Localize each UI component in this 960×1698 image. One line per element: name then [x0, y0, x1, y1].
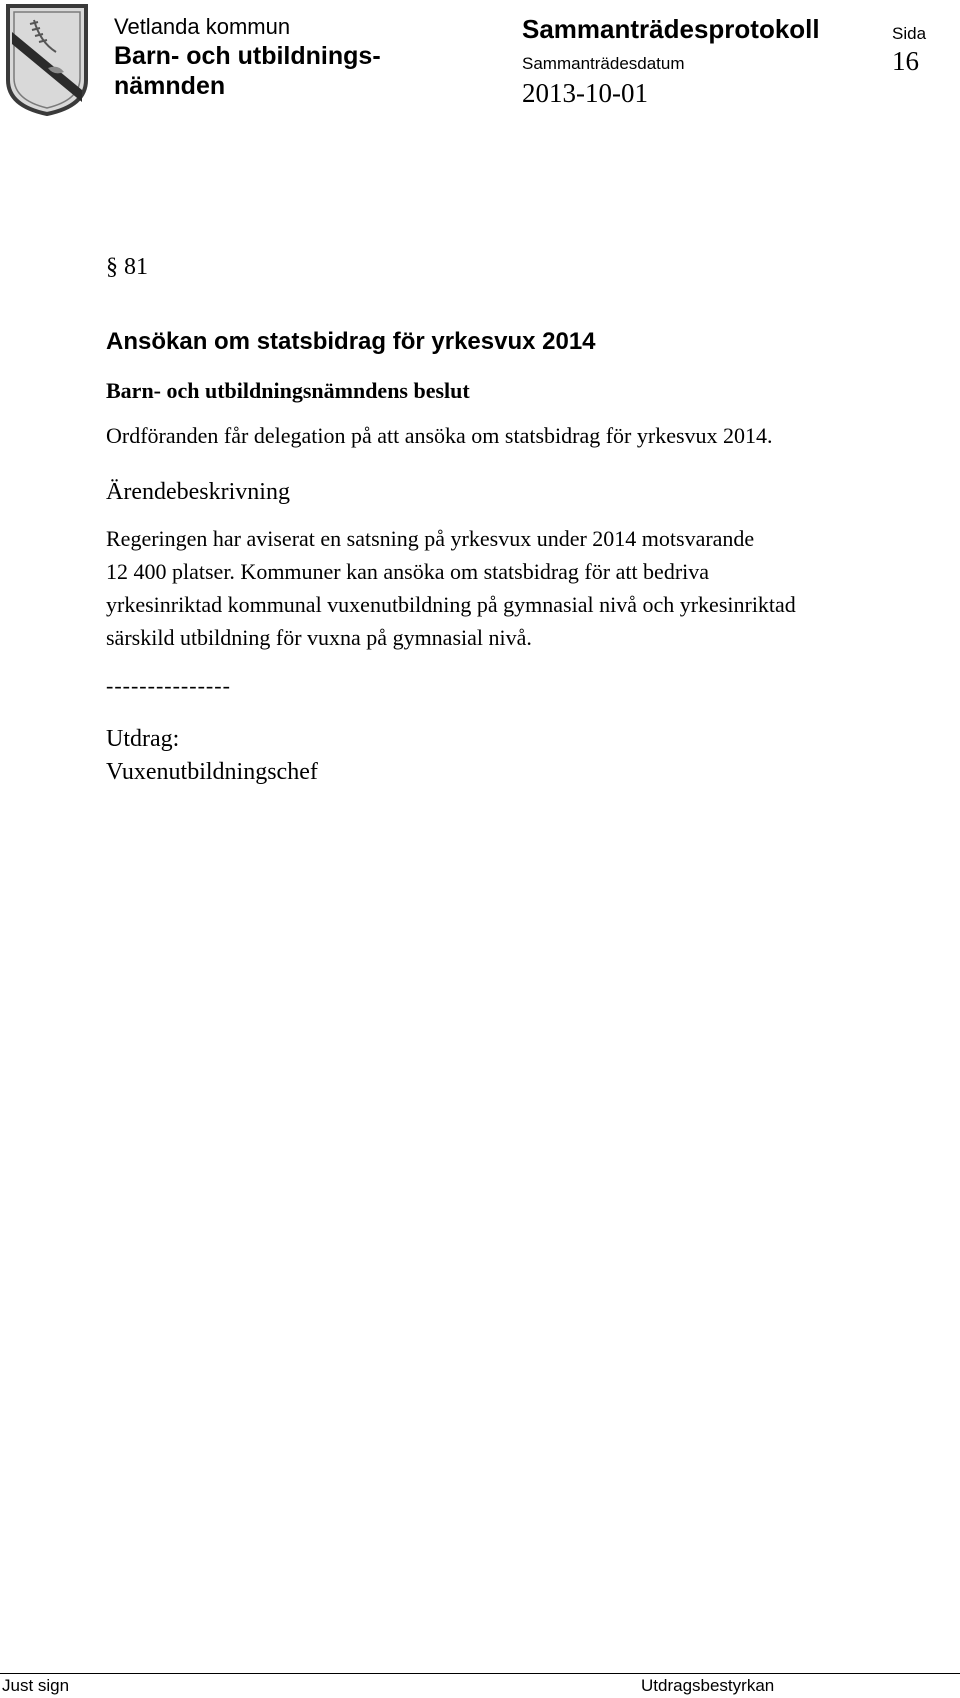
document-type: Sammanträdesprotokoll [522, 14, 820, 44]
decision-heading: Barn- och utbildningsnämndens beslut [106, 378, 470, 403]
description-line: 12 400 platser. Kommuner kan ansöka om statsbidrag för att bedriva [106, 559, 710, 584]
decision-text: Ordföranden får delegation på att ansöka om statsbidrag för yrkesvux 2014. [106, 423, 773, 448]
extract-label: Utdrag: [106, 726, 180, 752]
footer-divider [0, 1673, 960, 1674]
description-line: särskild utbildning för vuxna på gymnasial nivå. [106, 625, 532, 650]
description-paragraph [106, 522, 956, 654]
committee-name-line2: nämnden [114, 72, 226, 100]
footer-signature-label: Just sign [2, 1676, 70, 1695]
separator-line: --------------- [106, 673, 231, 698]
description-heading: Ärendebeskrivning [106, 479, 290, 505]
municipal-crest-icon [4, 2, 90, 118]
item-title: Ansökan om statsbidrag för yrkesvux 2014 [106, 328, 596, 355]
extract-recipient: Vuxenutbildningschef [106, 759, 318, 785]
meeting-date-label: Sammanträdesdatum [522, 54, 685, 73]
page-label: Sida [892, 24, 927, 43]
committee-name-line1: Barn- och utbildnings- [114, 42, 381, 70]
footer-certification-label: Utdragsbestyrkan [641, 1676, 775, 1695]
section-number: § 81 [106, 254, 148, 280]
page-number: 16 [892, 46, 919, 76]
description-line: yrkesinriktad kommunal vuxenutbildning på gymnasial nivå och yrkesinriktad [106, 592, 796, 617]
description-line: Regeringen har aviserat en satsning på yrkesvux under 2014 motsvarande [106, 526, 755, 551]
meeting-date: 2013-10-01 [522, 78, 648, 108]
municipality-name: Vetlanda kommun [114, 14, 291, 39]
